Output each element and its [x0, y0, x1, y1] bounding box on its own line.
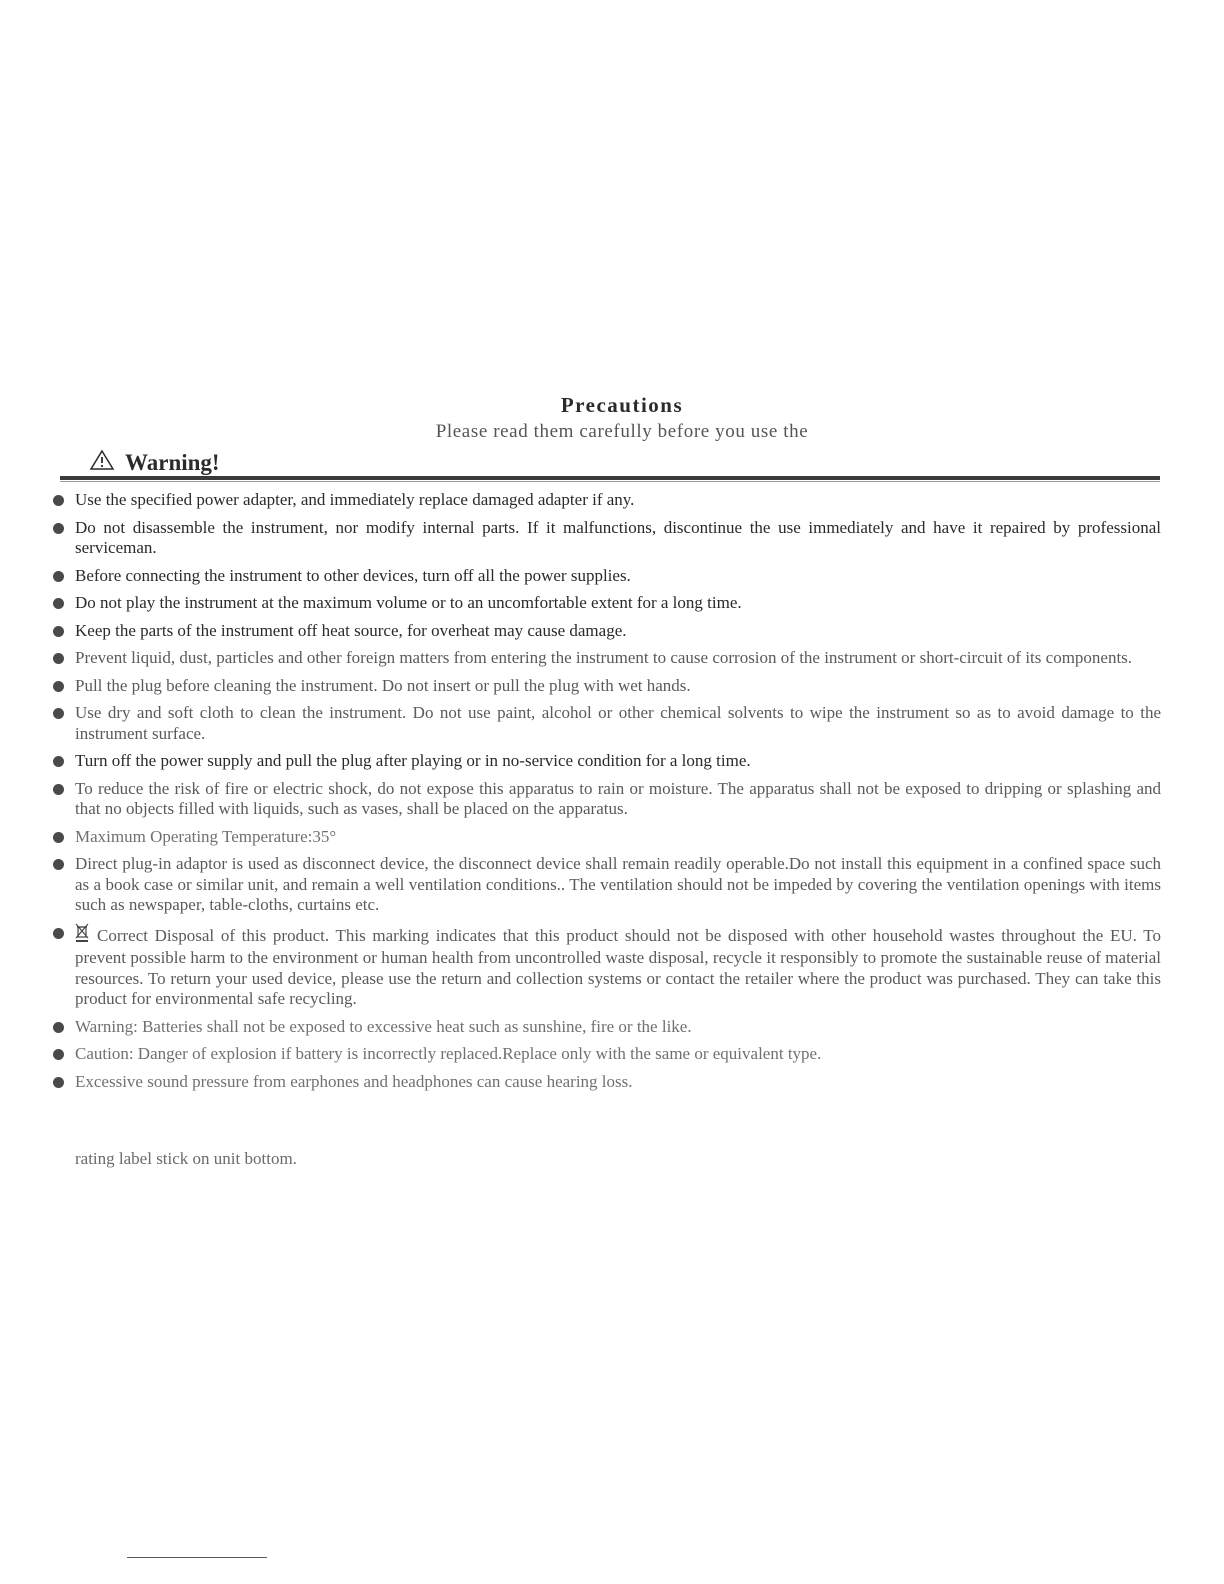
list-item — [52, 923, 1161, 1010]
bullet-dot-icon — [53, 495, 64, 506]
crossed-out-bin-icon — [75, 923, 89, 949]
warning-heading — [89, 449, 220, 477]
bullet-dot-icon — [53, 1049, 64, 1060]
list-item — [52, 621, 1161, 642]
item-text: Before connecting the instrument to other devices, turn off all the power supplies. — [75, 565, 631, 585]
list-item — [52, 703, 1161, 744]
bullet-dot-icon — [53, 928, 64, 939]
item-text: Use dry and soft cloth to clean the instrument. Do not use paint, alcohol or other chemical solvents to wipe the instrument so as to avoid damage to the instrument surface. — [75, 703, 1161, 743]
bullet-dot-icon — [53, 681, 64, 692]
item-text: Pull the plug before cleaning the instrument. Do not insert or pull the plug with wet hands. — [75, 675, 691, 695]
bullet-dot-icon — [53, 1022, 64, 1033]
list-item — [52, 827, 1161, 848]
item-text: Warning: Batteries shall not be exposed to excessive heat such as sunshine, fire or the like. — [75, 1016, 692, 1036]
item-text: Maximum Operating Temperature:35° — [75, 826, 337, 846]
bullet-dot-icon — [53, 859, 64, 870]
list-item — [52, 1017, 1161, 1038]
warning-triangle-icon — [89, 449, 125, 477]
bullet-dot-icon — [53, 653, 64, 664]
item-text: Keep the parts of the instrument off heat source, for overheat may cause damage. — [75, 620, 627, 640]
list-item — [52, 518, 1161, 559]
item-text: Excessive sound pressure from earphones and headphones can cause hearing loss. — [75, 1071, 633, 1091]
list-item — [52, 751, 1161, 772]
item-text: Prevent liquid, dust, particles and other foreign matters from entering the instrument to cause corrosion of the instrument or short-circuit of its components. — [75, 648, 1133, 667]
item-text: Use the specified power adapter, and immediately replace damaged adapter if any. — [75, 490, 635, 509]
list-item — [52, 779, 1161, 820]
bullet-dot-icon — [53, 756, 64, 767]
list-item — [52, 854, 1161, 916]
bullet-dot-icon — [53, 598, 64, 609]
bottom-divider — [127, 1557, 267, 1558]
warning-heading-label: Warning! — [125, 450, 220, 475]
footnote: rating label stick on unit bottom. — [75, 1149, 297, 1168]
page-subtitle: Please read them carefully before you use the — [435, 421, 809, 442]
bullet-dot-icon — [53, 832, 64, 843]
bullet-dot-icon — [53, 784, 64, 795]
item-text: Caution: Danger of explosion if battery is incorrectly replaced.Replace only with the same or equivalent type. — [75, 1044, 822, 1063]
list-item — [52, 1072, 1161, 1093]
list-item — [52, 676, 1161, 697]
list-item — [52, 648, 1161, 669]
bullet-dot-icon — [53, 1077, 64, 1088]
item-text: Turn off the power supply and pull the plug after playing or in no-service condition for a long time. — [75, 751, 751, 770]
page-title: Precautions — [560, 393, 684, 417]
item-text: Do not play the instrument at the maximum volume or to an uncomfortable extent for a long time. — [75, 593, 742, 612]
item-text: Direct plug-in adaptor is used as disconnect device, the disconnect device shall remain readily operable.Do not install this equipment in a confined space such as a book case or similar unit, and remain a well ventilation conditions.. The ventilation should not be impeded by covering the ventilation openings with items such as newspaper, table-cloths, curtains etc. — [75, 854, 1161, 914]
list-item — [52, 1044, 1161, 1065]
precautions-list — [52, 490, 1161, 1099]
list-item — [52, 490, 1161, 511]
bullet-dot-icon — [53, 571, 64, 582]
item-text: Correct Disposal of this product. This marking indicates that this product should not be disposed with other household wastes throughout the EU. To prevent possible harm to the environment or human health from uncontrolled waste disposal, recycle it responsibly to promote the sustainable reuse of material resources. To return your used device, please use the return and collection systems or contact the retailer where the product was purchased. They can take this product for environmental safe recycling. — [75, 925, 1161, 1008]
bullet-dot-icon — [53, 626, 64, 637]
bullet-dot-icon — [53, 523, 64, 534]
bullet-dot-icon — [53, 708, 64, 719]
item-text: Do not disassemble the instrument, nor modify internal parts. If it malfunctions, discontinue the use immediately and have it repaired by professional serviceman. — [75, 517, 1161, 557]
item-text: To reduce the risk of fire or electric shock, do not expose this apparatus to rain or moisture. The apparatus shall not be exposed to dripping or splashing and that no objects filled with liquids, such as vases, shall be placed on the apparatus. — [75, 778, 1161, 818]
heading-divider — [60, 476, 1160, 480]
list-item — [52, 566, 1161, 587]
list-item — [52, 593, 1161, 614]
heading-divider-secondary — [60, 481, 1160, 482]
